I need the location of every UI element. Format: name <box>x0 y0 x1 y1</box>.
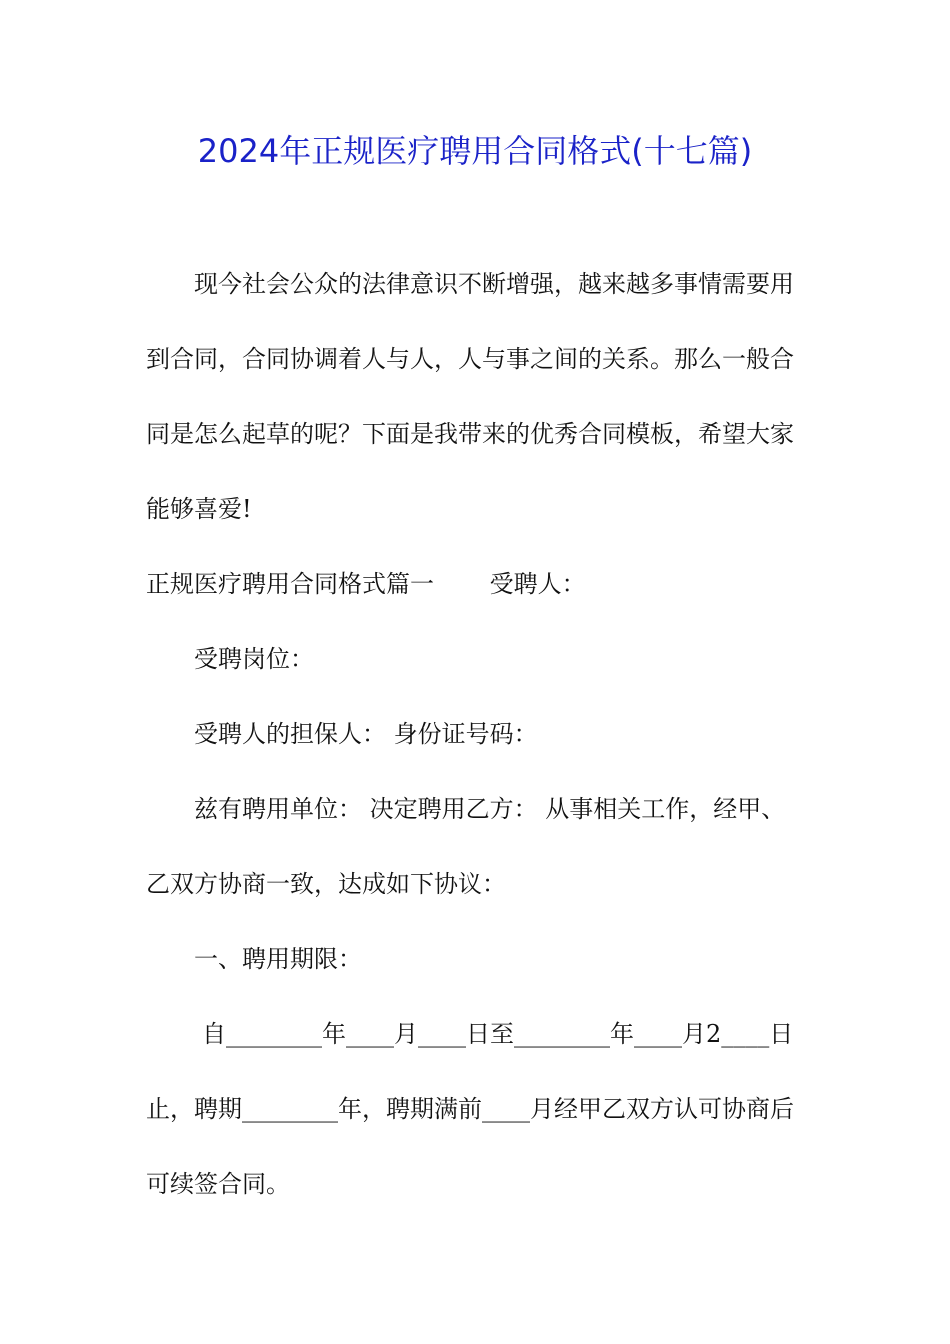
term-line-3: 可续签合同。 <box>146 1170 290 1198</box>
section1-heading-line: 正规医疗聘用合同格式篇一 受聘人： <box>146 570 586 598</box>
term-line-1: 自________年____月____日至________年____月2____日 <box>202 1020 794 1048</box>
section1-block <box>146 547 808 1222</box>
agreement-line-1: 兹有聘用单位： 决定聘用乙方： 从事相关工作，经甲、 <box>194 795 786 823</box>
intro-line-2: 到合同，合同协调着人与人，人与事之间的关系。那么一般合 <box>146 345 794 373</box>
document-title: 2024年正规医疗聘用合同格式(十七篇) <box>197 132 753 170</box>
position-line: 受聘岗位： <box>194 645 314 673</box>
agreement-line-2: 乙双方协商一致，达成如下协议： <box>146 870 506 898</box>
intro-line-3: 同是怎么起草的呢？下面是我带来的优秀合同模板，希望大家 <box>146 420 794 448</box>
term-line-2: 止，聘期________年，聘期满前____月经甲乙双方认可协商后 <box>146 1095 794 1123</box>
intro-line-4: 能够喜爱! <box>146 495 252 523</box>
intro-line-1: 现今社会公众的法律意识不断增强，越来越多事情需要用 <box>194 270 794 298</box>
intro-paragraph <box>146 247 808 547</box>
term-heading: 一、聘用期限： <box>194 945 362 973</box>
guarantor-line: 受聘人的担保人： 身份证号码： <box>194 720 538 748</box>
